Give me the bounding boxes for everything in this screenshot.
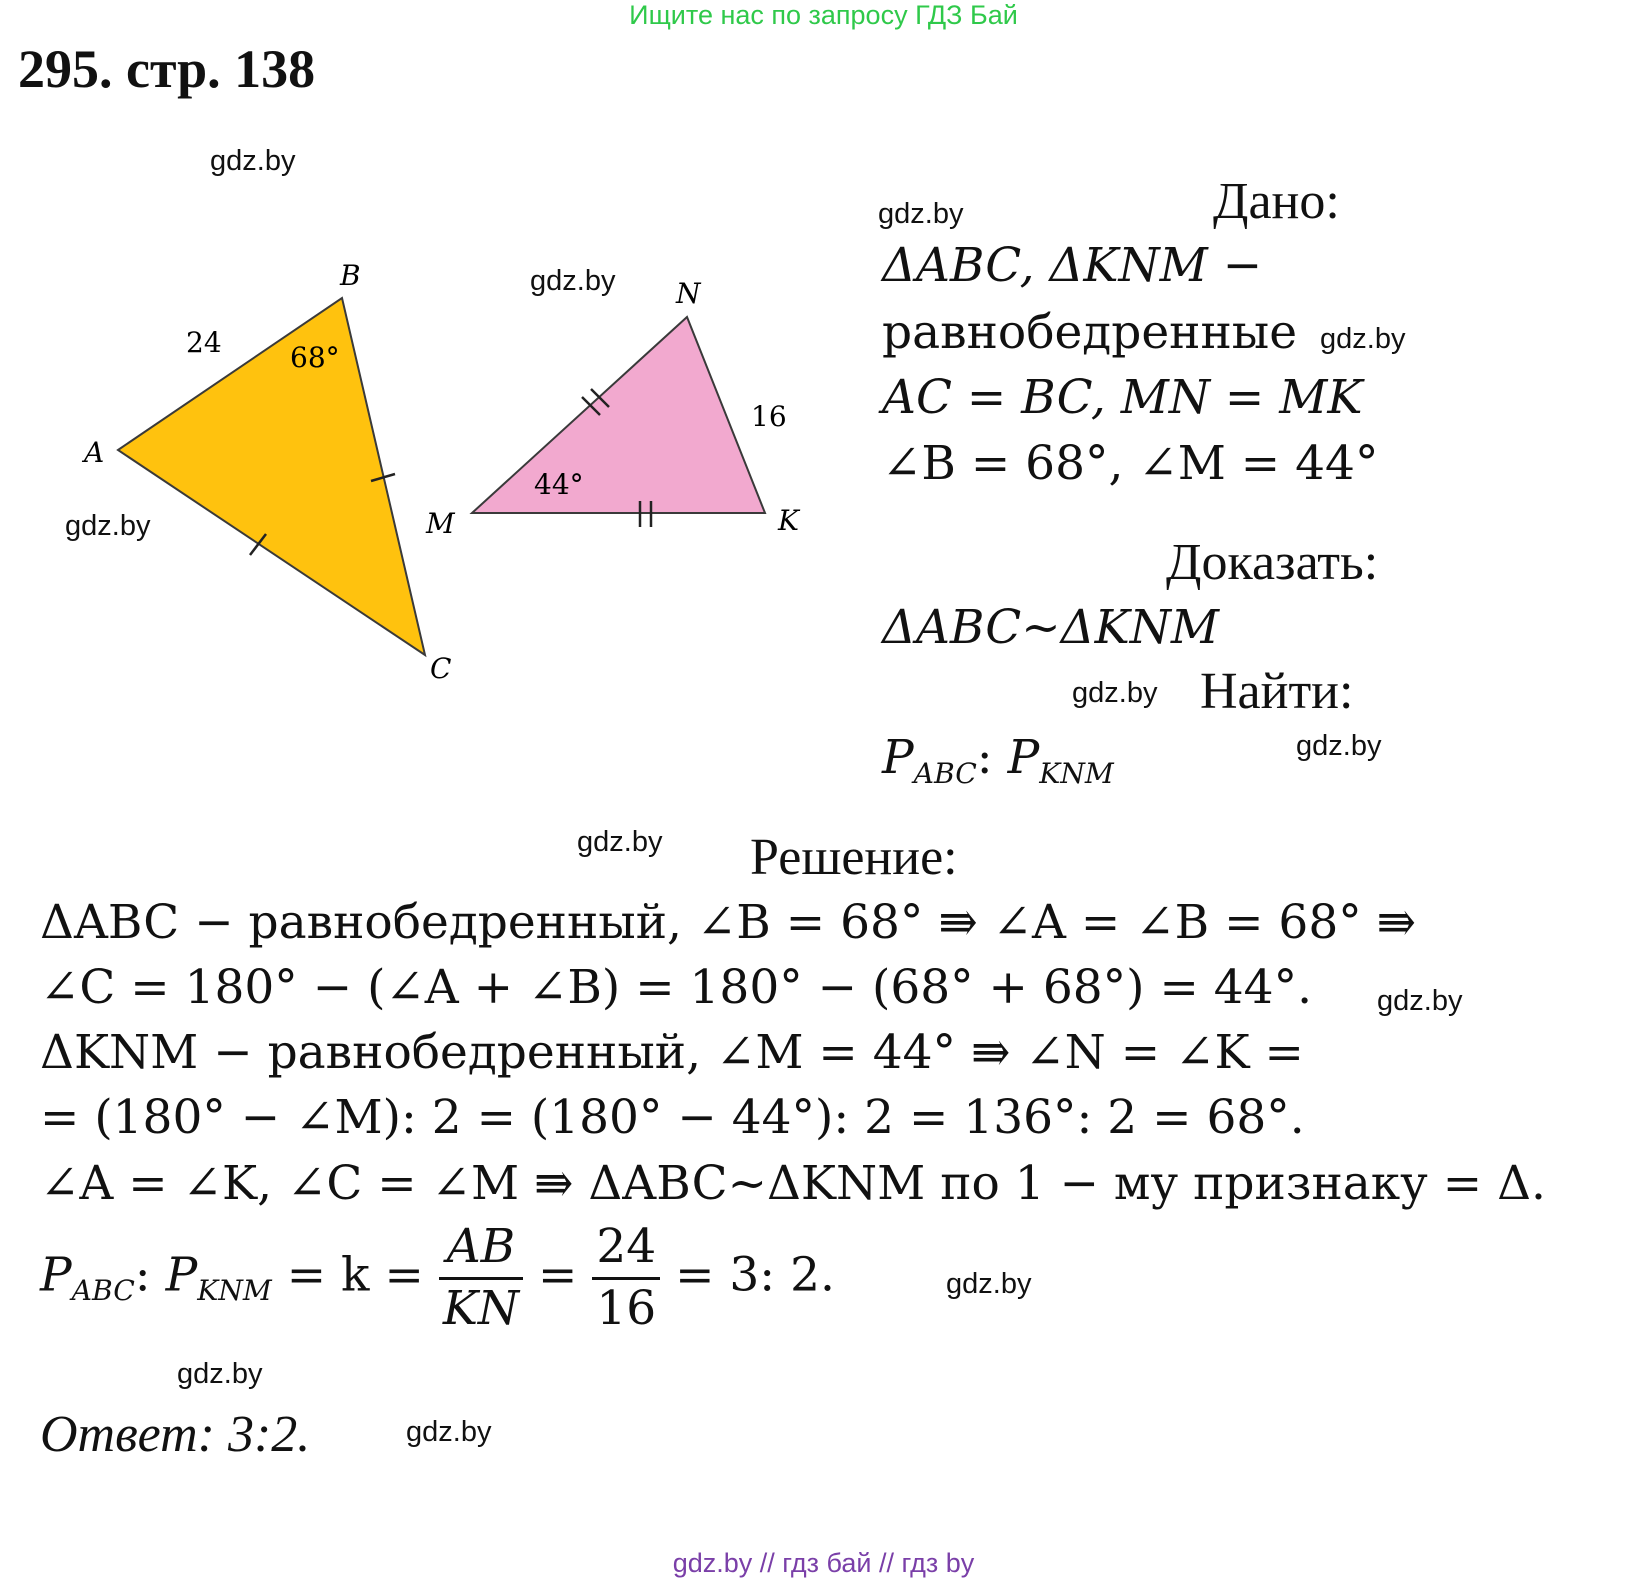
solution-line-1: ΔABC − равнобедренный, ∠B = 68° ⇛ ∠A = ∠B = 68° ⇛	[40, 895, 1417, 950]
side-ab-label: 24	[186, 326, 222, 359]
watermark: gdz.by	[210, 145, 296, 177]
watermark: gdz.by	[1320, 323, 1406, 355]
prove-text: ΔABC~ΔKNM	[882, 600, 1219, 655]
angle-b-label: 68°	[290, 341, 340, 374]
ratio-equation	[40, 1218, 835, 1339]
answer: Ответ: 3:2.	[40, 1406, 311, 1463]
side-nk-label: 16	[751, 400, 787, 433]
fraction-denominator: KN	[442, 1280, 520, 1336]
watermark: gdz.by	[530, 265, 616, 297]
perimeter-subscript: ABC	[913, 756, 977, 790]
perimeter-symbol: P	[1007, 730, 1040, 785]
vertex-m-label: M	[426, 507, 455, 540]
given-line	[882, 238, 1262, 293]
solution-line-5: ∠A = ∠K, ∠C = ∠M ⇛ ΔABC~ΔKNM по 1 − му признаку = Δ.	[40, 1156, 1546, 1211]
find-expression	[882, 730, 1114, 790]
vertex-n-label: N	[676, 277, 701, 310]
equals-sign: =	[523, 1247, 593, 1303]
perimeter-subscript: ABC	[71, 1274, 135, 1308]
perimeter-symbol: P	[165, 1247, 198, 1303]
fraction-24-16	[592, 1218, 660, 1339]
prove-title: Доказать:	[1166, 534, 1379, 591]
solution-line-2: ∠C = 180° − (∠A + ∠B) = 180° − (68° + 68°) = 44°.	[40, 960, 1313, 1015]
watermark: gdz.by	[1072, 677, 1158, 709]
vertex-a-label: A	[84, 436, 105, 469]
triangle-abc-shape	[118, 298, 425, 655]
fraction-denominator: 16	[596, 1280, 657, 1336]
top-banner: Ищите нас по запросу ГДЗ Бай	[629, 0, 1018, 30]
perimeter-symbol: P	[40, 1247, 72, 1303]
ratio-result: = 3: 2.	[660, 1247, 835, 1303]
vertex-k-label: K	[778, 504, 799, 537]
watermark: gdz.by	[946, 1268, 1032, 1300]
exercise-heading: 295. стр. 138	[18, 39, 316, 99]
given-title: Дано:	[1213, 173, 1340, 230]
equals-k: = k =	[271, 1247, 439, 1303]
prove-line	[882, 600, 1219, 655]
watermark: gdz.by	[406, 1416, 492, 1448]
triangles-figure	[0, 0, 860, 720]
fraction-numerator: AB	[439, 1218, 523, 1280]
vertex-b-label: B	[340, 259, 361, 292]
given-line	[882, 370, 1363, 425]
given-text: ΔABC, ΔKNM −	[882, 238, 1263, 293]
ratio-separator: :	[134, 1247, 166, 1303]
fraction-ab-kn	[439, 1218, 523, 1339]
given-line: ∠B = 68°, ∠M = 44°	[882, 436, 1379, 491]
solution-line-3: ΔKNM − равнобедренный, ∠M = 44° ⇛ ∠N = ∠K =	[40, 1025, 1304, 1080]
watermark: gdz.by	[177, 1358, 263, 1390]
watermark: gdz.by	[1377, 985, 1463, 1017]
find-title: Найти:	[1200, 663, 1354, 720]
solution-title: Решение:	[750, 829, 958, 886]
perimeter-symbol: P	[882, 730, 914, 785]
angle-m-label: 44°	[534, 468, 584, 501]
fraction-numerator: 24	[592, 1218, 660, 1280]
solution-line-4: = (180° − ∠M): 2 = (180° − 44°): 2 = 136°: 2 = 68°.	[40, 1090, 1305, 1145]
footer-links: gdz.by // гдз бай // гдз by	[672, 1548, 975, 1578]
perimeter-subscript: KNM	[1039, 756, 1114, 790]
ratio-separator: :	[976, 730, 1008, 785]
triangle-knm	[425, 277, 801, 540]
watermark: gdz.by	[878, 198, 964, 230]
perimeter-subscript: KNM	[197, 1274, 272, 1308]
given-line: равнобедренные	[882, 305, 1298, 360]
watermark: gdz.by	[65, 510, 151, 542]
vertex-c-label: C	[430, 652, 452, 685]
watermark: gdz.by	[577, 826, 663, 858]
watermark: gdz.by	[1296, 730, 1382, 762]
triangle-abc	[81, 259, 451, 685]
given-text: AC = BC, MN = MK	[882, 370, 1363, 425]
triangle-knm-shape	[472, 317, 765, 513]
